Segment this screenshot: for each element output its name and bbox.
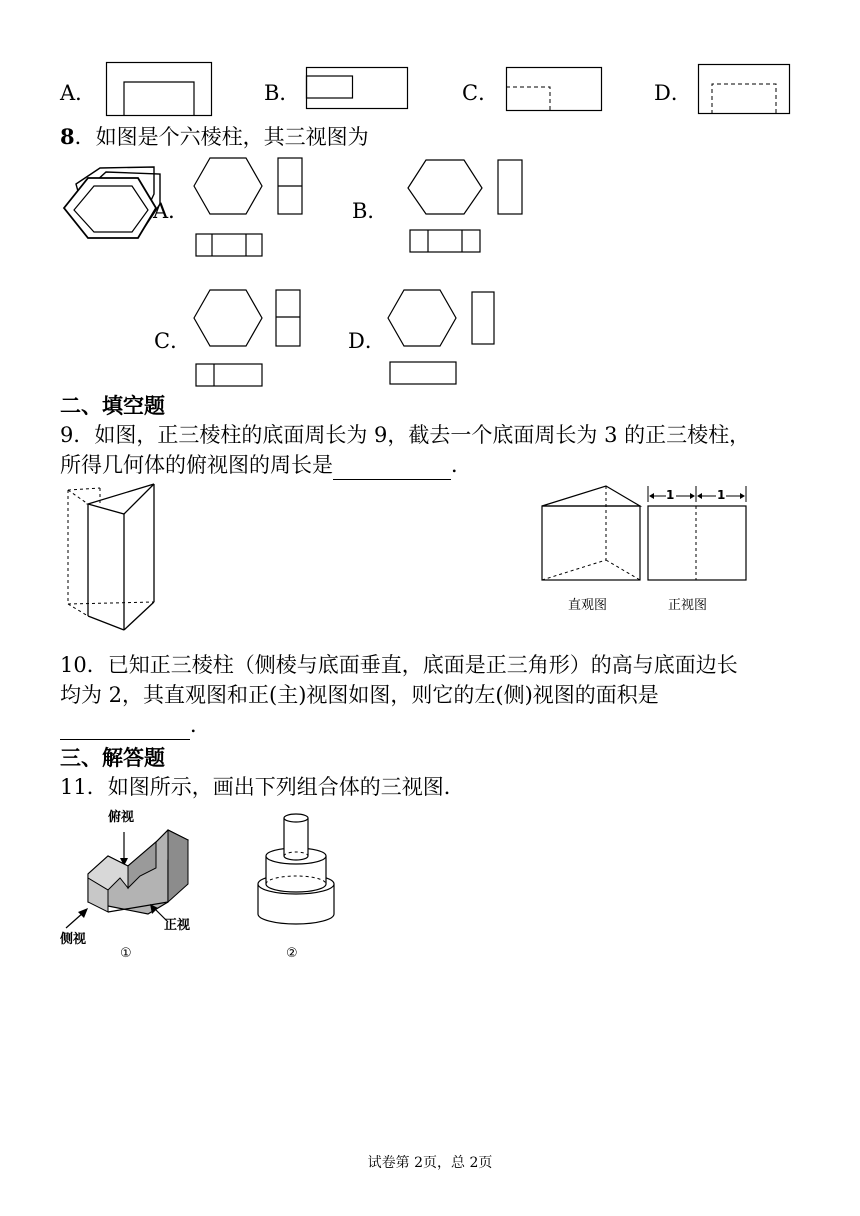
q9-period: ．	[451, 453, 472, 477]
q7-option-c-label: C．	[462, 81, 500, 105]
q11-side-view-label: 侧视	[60, 932, 87, 947]
q10-line-2: 均为 2，其直观图和正(主)视图如图，则它的左(侧)视图的面积是	[60, 683, 659, 707]
q10-dim-left: 1	[666, 488, 675, 502]
section-3-title: 三、解答题	[60, 746, 165, 770]
q8-option-b-figure	[408, 160, 526, 254]
q10-front-view-label: 正视图	[668, 598, 708, 613]
q10-period: ．	[190, 713, 211, 737]
q10-front-view-figure	[646, 486, 750, 586]
q10-answer-blank[interactable]	[60, 715, 190, 740]
q11-top-view-label: 俯视	[108, 810, 135, 825]
q7-option-d-figure	[698, 64, 790, 114]
q9-text: 所得几何体的俯视图的周长是	[60, 453, 333, 477]
q7-option-d-label: D．	[654, 81, 692, 105]
q8-hexagonal-prism-figure	[62, 164, 162, 248]
q11-front-view-label: 正视	[164, 918, 191, 933]
q8-question	[60, 122, 369, 152]
q7-option-a-figure	[106, 62, 212, 116]
q10-line-1: 10．已知正三棱柱（侧棱与底面垂直，底面是正三角形）的高与底面边长	[60, 653, 738, 677]
q8-option-a-figure	[194, 158, 306, 258]
q8-option-c-label: C．	[154, 329, 192, 353]
q8-text: ．如图是个六棱柱，其三视图为	[74, 125, 369, 149]
q10-line-3	[60, 710, 211, 740]
q11-text: 11．如图所示，画出下列组合体的三视图．	[60, 775, 465, 799]
q7-option-a-label: A．	[60, 81, 97, 105]
q8-option-a-label: A．	[153, 199, 190, 223]
q9-answer-blank[interactable]	[333, 455, 451, 480]
q8-option-d-label: D．	[348, 329, 386, 353]
q9-prism-figure	[64, 484, 160, 634]
q7-option-c-figure	[506, 67, 602, 111]
q8-number: 8	[60, 124, 75, 149]
q7-option-b-label: B．	[264, 81, 301, 105]
q7-option-b-figure	[306, 67, 408, 109]
q11-figure-2	[254, 812, 338, 936]
q10-direct-view-label: 直观图	[568, 598, 608, 613]
q8-option-d-figure	[388, 290, 498, 386]
q10-dim-right: 1	[717, 488, 726, 502]
q8-option-b-label: B．	[352, 199, 389, 223]
q10-direct-view-figure	[540, 486, 644, 586]
q8-option-c-figure	[194, 290, 304, 388]
page-footer: 试卷第 2页，总 2页	[367, 1155, 493, 1171]
section-2-title: 二、填空题	[60, 394, 165, 418]
q9-line-1: 9．如图，正三棱柱的底面周长为 9，截去一个底面周长为 3 的正三棱柱，	[60, 423, 751, 447]
q9-line-2	[60, 450, 472, 480]
q11-figure-2-caption: ②	[286, 946, 298, 961]
q11-figure-1-caption: ①	[120, 946, 132, 961]
